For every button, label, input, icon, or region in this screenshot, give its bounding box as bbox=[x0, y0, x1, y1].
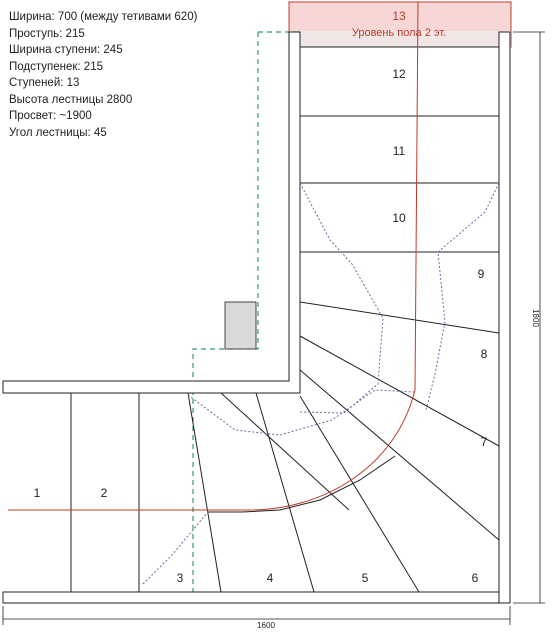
step-label-2: 2 bbox=[100, 486, 108, 500]
step-label-7: 7 bbox=[480, 435, 488, 449]
spec-width: Ширина: 700 (между тетивами 620) bbox=[9, 11, 198, 23]
step-label-6: 6 bbox=[471, 571, 479, 585]
step-label-11: 11 bbox=[392, 144, 406, 158]
width-dimension-label: 1600 bbox=[257, 621, 275, 630]
spec-step-width: Ширина ступени: 245 bbox=[9, 44, 123, 56]
step-label-12: 12 bbox=[392, 67, 406, 81]
spec-stair-height: Высота лестницы 2800 bbox=[9, 93, 133, 106]
spec-clearance: Просвет: ~1900 bbox=[9, 110, 92, 122]
step-label-8: 8 bbox=[480, 347, 488, 361]
step-label-1: 1 bbox=[33, 486, 41, 500]
dimension-lines bbox=[3, 32, 545, 625]
spec-riser: Подступенек: 215 bbox=[9, 60, 103, 73]
step-label-10: 10 bbox=[392, 211, 406, 225]
column-box bbox=[225, 302, 256, 349]
walking-line bbox=[8, 2, 418, 510]
spec-angle: Угол лестницы: 45 bbox=[9, 126, 107, 139]
step-label-9: 9 bbox=[477, 267, 485, 281]
step-label-4: 4 bbox=[266, 571, 274, 585]
spec-tread: Проступь: 215 bbox=[9, 27, 85, 40]
step-label-13: 13 bbox=[392, 9, 406, 23]
height-dimension-label: 1800 bbox=[531, 309, 540, 327]
step-label-5: 5 bbox=[361, 571, 369, 585]
spec-step-count: Ступеней: 13 bbox=[9, 77, 80, 89]
bottom-wall bbox=[3, 592, 499, 603]
floor-level-label: Уровень пола 2 эт. bbox=[351, 27, 447, 39]
right-wall bbox=[499, 32, 510, 603]
step-label-3: 3 bbox=[176, 571, 184, 585]
